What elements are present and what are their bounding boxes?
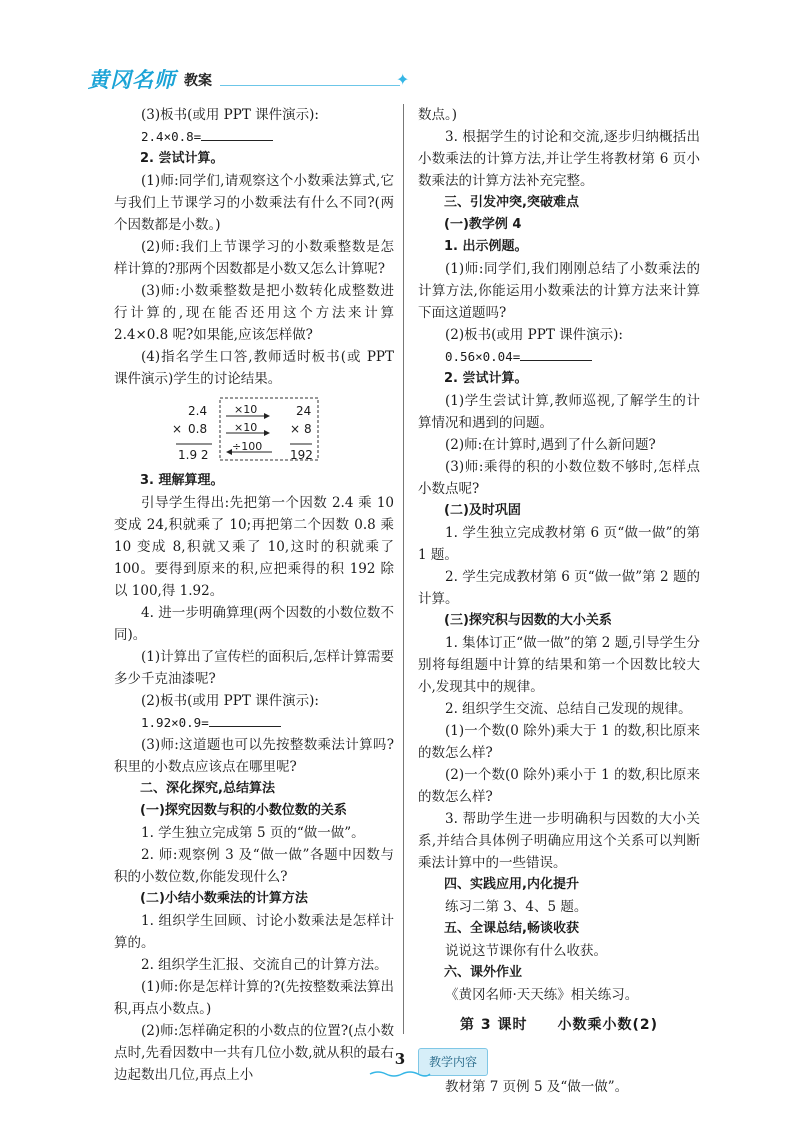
times-sign: × <box>172 422 183 436</box>
op-times-10: ×10 <box>234 403 258 416</box>
section-heading: 二、深化探究,总结算法 <box>140 781 275 796</box>
paragraph: (1)师:同学们,我们刚刚总结了小数乘法的计算方法,你能运用小数乘法的计算方法来计算下面这道题吗? <box>418 261 700 321</box>
answer-blank <box>201 126 273 141</box>
op-times-10: ×10 <box>234 421 258 434</box>
text-line: (2)板书(或用 PPT 课件演示): <box>141 693 319 709</box>
paragraph: 1. 学生独立完成第 5 页的“做一做”。 <box>141 825 365 841</box>
step-heading: 1. 出示例题。 <box>444 239 528 254</box>
subsection-heading: (一)探究因数与积的小数位数的关系 <box>140 803 347 818</box>
paragraph: (2)师:怎样确定积的小数点的位置?(点小数点时,先看因数中一共有几位小数,就从积的最右边起数出几位,再点上小 <box>114 1023 394 1083</box>
step-heading: 2. 尝试计算。 <box>140 151 224 166</box>
paragraph: (2)师:我们上节课学习的小数乘整数是怎样计算的?那两个因数都是小数又怎么计算呢? <box>114 239 394 277</box>
paragraph: (1)一个数(0 除外)乘大于 1 的数,积比原来的数怎么样? <box>418 723 700 761</box>
left-column <box>114 104 394 1086</box>
paragraph: (2)师:在计算时,遇到了什么新问题? <box>445 437 656 453</box>
brand-subtitle: 教案 <box>184 73 212 89</box>
paragraph: (1)师:同学们,请观察这个小数乘法算式,它与我们上节课学习的小数乘法有什么不同?(两个因数都是小数。) <box>114 173 394 233</box>
factor-b: 0.8 <box>188 422 208 436</box>
paragraph: 2. 学生完成教材第 6 页“做一做”第 2 题的计算。 <box>418 569 700 607</box>
paragraph: (4)指名学生口答,教师适时板书(或 PPT 课件演示)学生的讨论结果。 <box>114 349 394 387</box>
equation-line <box>418 346 700 368</box>
section-heading: 五、全课总结,畅谈收获 <box>444 921 579 936</box>
multiplication-diagram <box>114 396 394 466</box>
header-rule <box>220 85 400 86</box>
paragraph: (1)师:你是怎样计算的?(先按整数乘法算出积,再点小数点。) <box>114 979 394 1017</box>
paragraph: (1)学生尝试计算,教师巡视,了解学生的计算情况和遇到的问题。 <box>418 393 700 431</box>
section-heading: 六、课外作业 <box>444 965 523 980</box>
answer-blank <box>520 346 592 361</box>
op-divide-100: ÷100 <box>232 440 263 453</box>
paragraph: 引导学生得出:先把第一个因数 2.4 乘 10 变成 24,积就乘了 10;再把第二个因数 0.8 乘 10 变成 8,积就又乘了 10,这时的积就乘了 100。要得到原来的积,应把乘得的积 192 除以 100,得 1.92。 <box>114 495 394 599</box>
page-header <box>88 64 418 104</box>
brand-logo: 黄冈名师 <box>88 68 176 92</box>
section-heading: 三、引发冲突,突破难点 <box>444 195 579 210</box>
paragraph: 教材第 7 页例 5 及“做一做”。 <box>445 1079 629 1095</box>
subsection-heading: (二)小结小数乘法的计算方法 <box>140 891 308 906</box>
subsection-heading: (二)及时巩固 <box>444 503 521 518</box>
paragraph: (2)一个数(0 除外)乘小于 1 的数,积比原来的数怎么样? <box>418 767 700 805</box>
arrow-right-head <box>264 413 270 419</box>
step-heading: 2. 尝试计算。 <box>444 371 528 386</box>
int-product: 192 <box>290 448 313 462</box>
paragraph: 4. 进一步明确算理(两个因数的小数位数不同)。 <box>114 605 394 643</box>
int-factor-b: 8 <box>304 422 312 436</box>
equation-text: 1.92×0.9= <box>141 715 209 730</box>
lesson-title: 第 3 课时 小数乘小数(2) <box>459 1017 659 1033</box>
text-line: 《黄冈名师·天天练》相关练习。 <box>445 987 639 1003</box>
page-number-ornament <box>368 1070 432 1078</box>
times-sign: × <box>290 422 301 436</box>
paragraph: (3)师:乘得的积的小数位数不够时,怎样点小数点呢? <box>418 459 700 497</box>
paragraph: (3)师:小数乘整数是把小数转化成整数进行计算的,现在能否还用这个方法来计算 2.4×0.8 呢?如果能,应该怎样做? <box>114 283 394 343</box>
paragraph: 3. 帮助学生进一步明确积与因数的大小关系,并结合具体例子明确应用这个关系可以判断乘法计算中的一些错误。 <box>418 811 700 871</box>
equation-text: 2.4×0.8= <box>141 129 202 144</box>
arrow-right-head <box>264 430 270 436</box>
right-column <box>418 104 700 1098</box>
text-line: (3)板书(或用 PPT 课件演示): <box>141 107 319 123</box>
paragraph: 1. 学生独立完成教材第 6 页“做一做”的第 1 题。 <box>418 525 700 563</box>
product: 1.9 2 <box>178 448 209 462</box>
paragraph: 1. 组织学生回顾、讨论小数乘法是怎样计算的。 <box>114 913 394 951</box>
column-divider <box>403 104 404 1034</box>
subsection-heading: (一)教学例 4 <box>444 217 522 232</box>
paragraph: 2. 师:观察例 3 及“做一做”各题中因数与积的小数位数,你能发现什么? <box>114 847 394 885</box>
text-line: 说说这节课你有什么收获。 <box>445 943 607 959</box>
equation-text: 0.56×0.04= <box>445 349 521 364</box>
section-heading: 四、实践应用,内化提升 <box>444 877 579 892</box>
factor-a: 2.4 <box>188 404 208 418</box>
sparkle-icon: ✦ <box>396 70 410 89</box>
paragraph: 数点。) <box>418 107 458 123</box>
paragraph: 3. 根据学生的讨论和交流,逐步归纳概括出小数乘法的计算方法,并让学生将教材第 6 页小数乘法的计算方法补充完整。 <box>418 129 700 189</box>
equation-line <box>114 712 394 734</box>
int-factor-a: 24 <box>296 404 312 418</box>
subsection-heading: (三)探究积与因数的大小关系 <box>444 613 612 628</box>
text-line: (2)板书(或用 PPT 课件演示): <box>445 327 623 343</box>
step-heading: 3. 理解算理。 <box>140 473 224 488</box>
text-line: 练习二第 3、4、5 题。 <box>445 899 588 915</box>
paragraph: (3)师:这道题也可以先按整数乘法计算吗?积里的小数点应该点在哪里呢? <box>114 737 394 775</box>
paragraph: 2. 组织学生汇报、交流自己的计算方法。 <box>141 957 388 973</box>
section-tag: 教学内容 <box>418 1048 488 1076</box>
paragraph: 2. 组织学生交流、总结自己发现的规律。 <box>445 701 692 717</box>
paragraph: (1)计算出了宣传栏的面积后,怎样计算需要多少千克油漆呢? <box>114 649 394 687</box>
equation-line <box>114 126 394 148</box>
page-number: 3 <box>394 1050 406 1068</box>
paragraph: 1. 集体订正“做一做”的第 2 题,引导学生分别将每组题中计算的结果和第一个因数比较大小,发现其中的规律。 <box>418 635 700 695</box>
answer-blank <box>209 712 281 727</box>
